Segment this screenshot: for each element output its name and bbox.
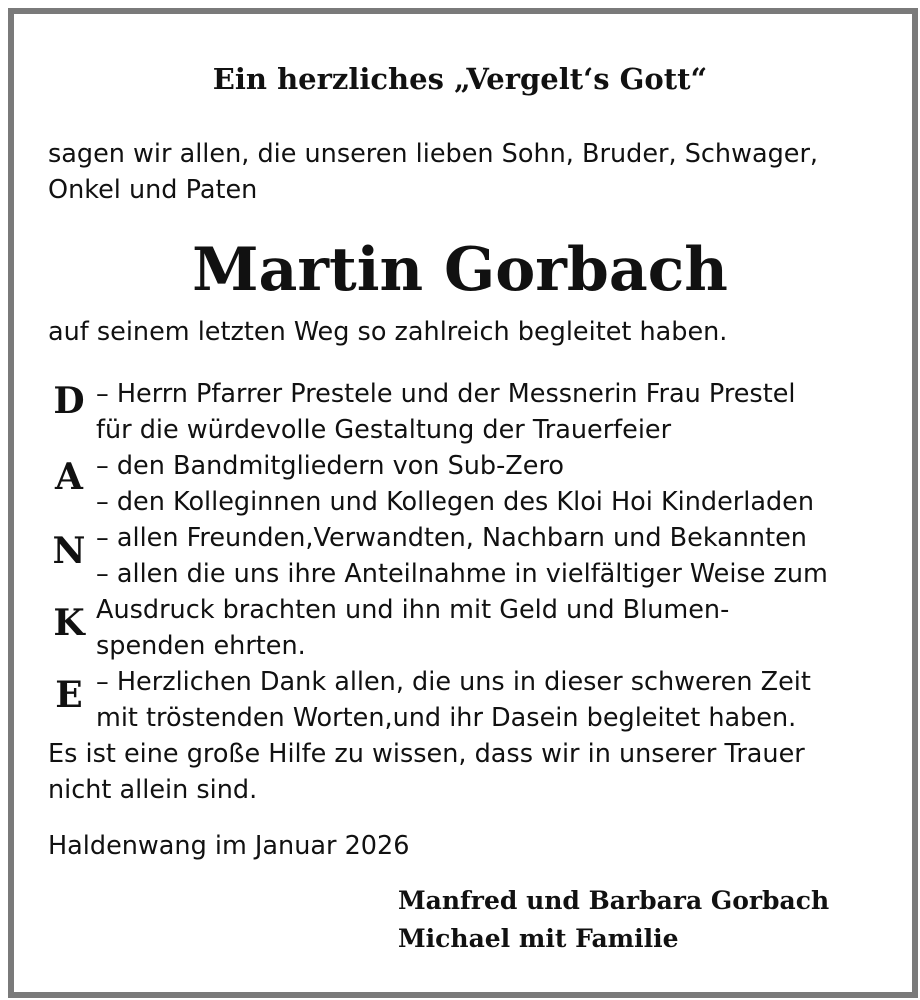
place-date: Haldenwang im Januar 2026 bbox=[48, 831, 410, 861]
danke-letter: K bbox=[53, 602, 85, 644]
thanks-list bbox=[96, 376, 896, 736]
thanks-line: Ausdruck brachten und ihn mit Geld und Blumen- bbox=[96, 595, 730, 625]
danke-letter: N bbox=[52, 530, 86, 572]
thanks-line: mit tröstenden Worten,und ihr Dasein begleitet haben. bbox=[96, 703, 797, 733]
thanks-line: – Herzlichen Dank allen, die uns in dieser schweren Zeit bbox=[96, 667, 811, 697]
danke-letter: A bbox=[55, 456, 83, 498]
notice-heading: Ein herzliches „Vergelt‘s Gott“ bbox=[212, 62, 708, 96]
thanks-item bbox=[96, 484, 896, 520]
closing-line: Es ist eine große Hilfe zu wissen, dass wir in unserer Trauer bbox=[48, 739, 805, 769]
signature-line: Michael mit Familie bbox=[398, 924, 679, 953]
signature-block bbox=[398, 882, 829, 958]
thanks-item bbox=[96, 448, 896, 484]
thanks-line: – allen Freunden,Verwandten, Nachbarn und Bekannten bbox=[96, 523, 807, 553]
thanks-item bbox=[96, 520, 896, 556]
intro-line: sagen wir allen, die unseren lieben Sohn, Bruder, Schwager, bbox=[48, 139, 819, 169]
signature-line: Manfred und Barbara Gorbach bbox=[398, 886, 830, 915]
thanks-item bbox=[96, 376, 896, 448]
thanks-line: – Herrn Pfarrer Prestele und der Messnerin Frau Prestel bbox=[96, 379, 796, 409]
closing-text bbox=[48, 736, 805, 808]
thanks-item bbox=[96, 664, 896, 736]
intro-line: Onkel und Paten bbox=[48, 175, 258, 205]
thanks-line: für die würdevolle Gestaltung der Trauerfeier bbox=[96, 415, 672, 445]
thanks-line: spenden ehrten. bbox=[96, 631, 306, 661]
danke-letter: D bbox=[53, 380, 85, 422]
thanks-line: – allen die uns ihre Anteilnahme in vielfältiger Weise zum bbox=[96, 559, 828, 589]
after-name-text: auf seinem letzten Weg so zahlreich begleitet haben. bbox=[48, 317, 728, 347]
thanks-item bbox=[96, 556, 896, 664]
thanks-line: – den Kolleginnen und Kollegen des Kloi Hoi Kinderladen bbox=[96, 487, 815, 517]
thanks-line: – den Bandmitgliedern von Sub-Zero bbox=[96, 451, 564, 481]
danke-letter: E bbox=[55, 674, 83, 716]
intro-text bbox=[48, 136, 818, 208]
closing-line: nicht allein sind. bbox=[48, 775, 258, 805]
deceased-name: Martin Gorbach bbox=[192, 235, 728, 305]
